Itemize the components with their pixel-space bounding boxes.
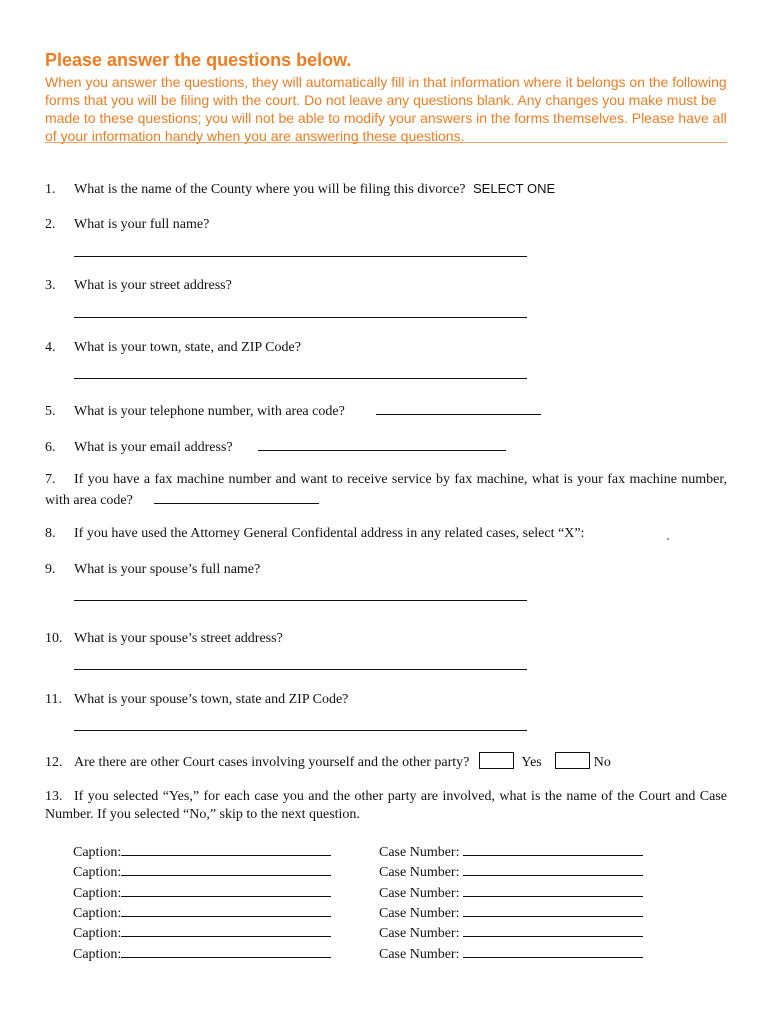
case-number-label: Case Number: xyxy=(379,906,460,921)
question-8: 8. If you have used the Attorney General Confidental address in any related cases, select “X”: xyxy=(45,526,585,541)
county-select[interactable]: SELECT ONE xyxy=(473,181,556,196)
question-9: 9. What is your spouse’s full name? xyxy=(45,562,261,577)
question-7-text: If you have a fax machine number and want to receive service by fax machine, what is your fax machine number, with area code? xyxy=(45,472,727,508)
spouse-street-address-field[interactable] xyxy=(74,669,527,670)
full-name-field[interactable] xyxy=(74,256,527,257)
question-1: 1. What is the name of the County where you will be filing this divorce? SELECT ONE xyxy=(45,181,556,197)
question-5-text: What is your telephone number, with area code? xyxy=(74,404,345,419)
question-6-text: What is your email address? xyxy=(74,440,233,455)
case-number-field[interactable] xyxy=(463,943,643,958)
spouse-town-state-zip-field[interactable] xyxy=(74,730,527,731)
telephone-field[interactable] xyxy=(376,400,541,415)
caption-label: Caption: xyxy=(73,906,122,921)
question-4: 4. What is your town, state, and ZIP Code? xyxy=(45,340,301,355)
question-10: 10. What is your spouse’s street address? xyxy=(45,631,283,646)
yes-checkbox[interactable] xyxy=(479,752,514,769)
page-title: Please answer the questions below. xyxy=(45,50,352,70)
no-checkbox[interactable] xyxy=(555,752,590,769)
town-state-zip-field[interactable] xyxy=(74,378,527,379)
case-number-field[interactable] xyxy=(463,841,643,856)
header-divider xyxy=(45,142,727,143)
caption-label: Caption: xyxy=(73,886,122,901)
fax-field[interactable] xyxy=(154,489,319,504)
question-5: 5. What is your telephone number, with area code? xyxy=(45,400,727,421)
case-number-label: Case Number: xyxy=(379,886,460,901)
email-field[interactable] xyxy=(258,436,506,451)
case-number-field[interactable] xyxy=(463,922,643,937)
confidential-address-checkbox[interactable] xyxy=(667,538,669,540)
caption-label: Caption: xyxy=(73,845,122,860)
question-8-text: If you have used the Attorney General Confidental address in any related cases, select “X”: xyxy=(74,526,585,541)
caption-field[interactable] xyxy=(121,882,331,897)
caption-label: Caption: xyxy=(73,926,122,941)
caption-field[interactable] xyxy=(121,841,331,856)
caption-field[interactable] xyxy=(121,943,331,958)
case-number-field[interactable] xyxy=(463,902,643,917)
question-6: 6. What is your email address? xyxy=(45,436,727,457)
spouse-name-field[interactable] xyxy=(74,600,527,601)
instructions-text: When you answer the questions, they will automatically fill in that information where it belongs on the following forms that you will be filing with the court. Do not leave any questions blank. Any changes you make must be made to these questions; you will not be able to modify your answers in the forms themselves. Please have all of your information handy when you are answering these questions. xyxy=(45,74,727,144)
caption-field[interactable] xyxy=(121,922,331,937)
no-label: No xyxy=(593,755,611,770)
question-9-text: What is your spouse’s full name? xyxy=(74,562,261,577)
caption-label: Caption: xyxy=(73,947,122,962)
question-2: 2. What is your full name? xyxy=(45,217,210,232)
question-7: 7. If you have a fax machine number and want to receive service by fax machine, what is your fax machine number, with area code? xyxy=(45,472,727,508)
question-1-text: What is the name of the County where you will be filing this divorce? xyxy=(74,182,466,197)
caption-label: Caption: xyxy=(73,865,122,880)
case-number-field[interactable] xyxy=(463,882,643,897)
case-number-label: Case Number: xyxy=(379,845,460,860)
question-13-text: If you selected “Yes,” for each case you and the other party are involved, what is the name of the Court and Case Number. If you selected “No,” skip to the next question. xyxy=(45,789,727,822)
yes-label: Yes xyxy=(521,755,542,770)
question-2-text: What is your full name? xyxy=(74,217,210,232)
case-number-field[interactable] xyxy=(463,861,643,876)
question-11-text: What is your spouse’s town, state and ZIP Code? xyxy=(74,692,349,707)
question-13: 13. If you selected “Yes,” for each case you and the other party are involved, what is the name of the Court and Case Number. If you selected “No,” skip to the next question. xyxy=(45,789,727,822)
question-4-text: What is your town, state, and ZIP Code? xyxy=(74,340,301,355)
street-address-field[interactable] xyxy=(74,317,527,318)
question-3-text: What is your street address? xyxy=(74,278,232,293)
case-number-label: Case Number: xyxy=(379,947,460,962)
caption-field[interactable] xyxy=(121,861,331,876)
question-12: 12. Are there are other Court cases involving yourself and the other party? Yes No xyxy=(45,752,727,772)
question-3: 3. What is your street address? xyxy=(45,278,232,293)
question-11: 11. What is your spouse’s town, state and ZIP Code? xyxy=(45,692,349,707)
caption-field[interactable] xyxy=(121,902,331,917)
case-number-label: Case Number: xyxy=(379,926,460,941)
question-10-text: What is your spouse’s street address? xyxy=(74,631,283,646)
instructions-header xyxy=(45,50,727,145)
question-12-text: Are there are other Court cases involving yourself and the other party? xyxy=(74,755,470,770)
case-number-label: Case Number: xyxy=(379,865,460,880)
